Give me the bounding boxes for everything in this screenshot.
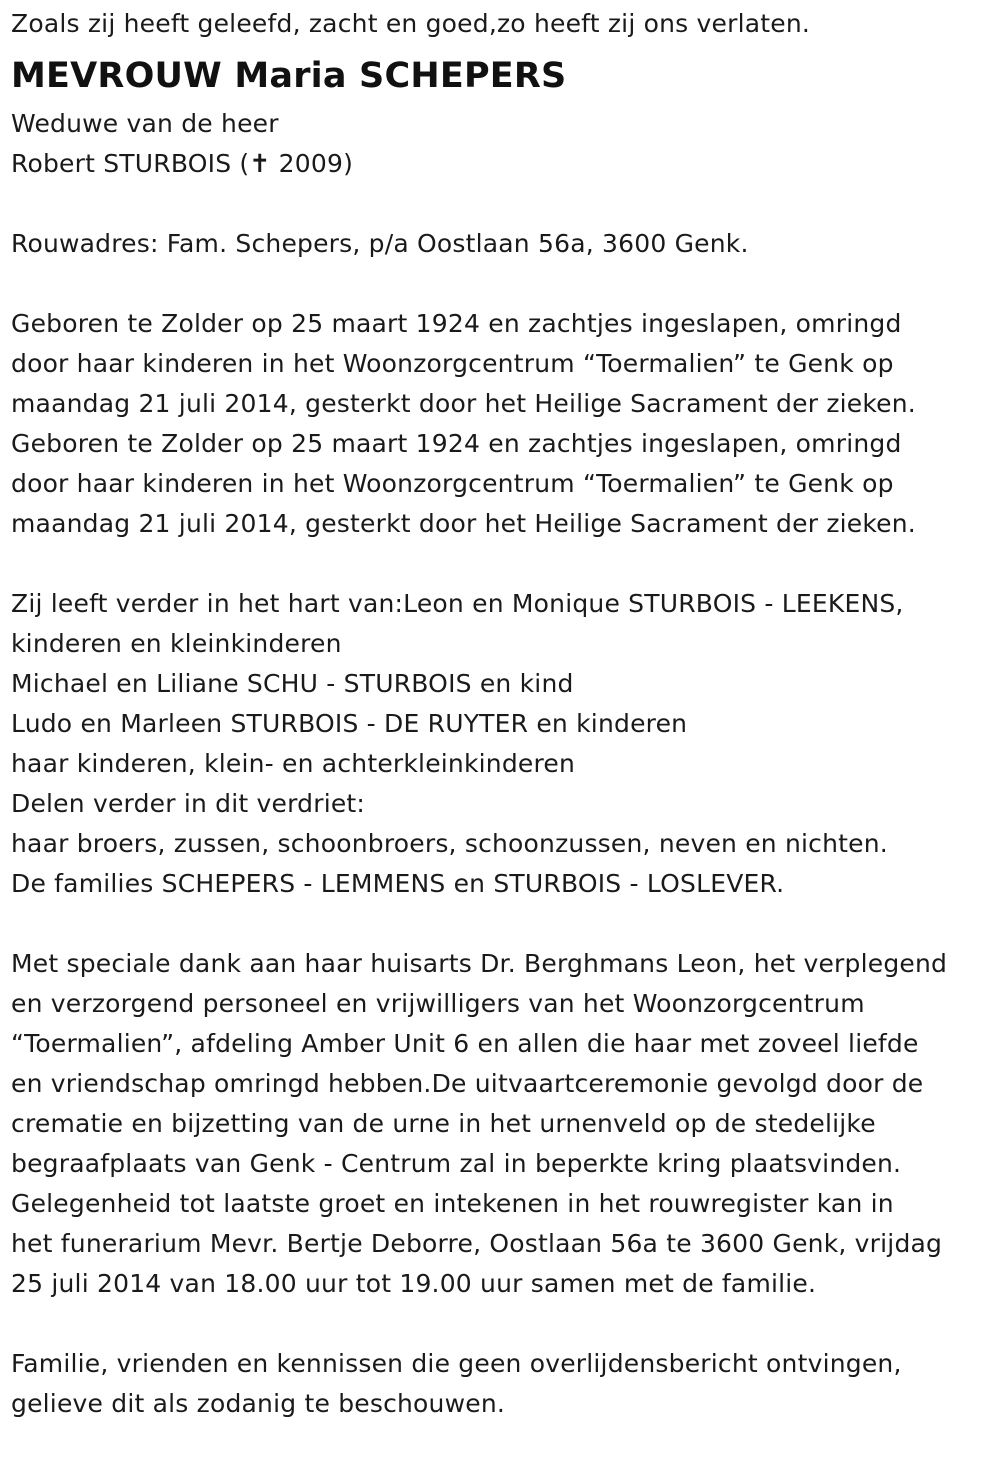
family-line: Zij leeft verder in het hart van:Leon en Monique STURBOIS - LEEKENS, bbox=[11, 589, 904, 618]
family-paragraph bbox=[11, 584, 996, 904]
widow-line: Weduwe van de heer bbox=[11, 109, 279, 138]
thanks-line: Gelegenheid tot laatste groet en intekenen in het rouwregister kan in bbox=[11, 1189, 894, 1218]
thanks-line: het funerarium Mevr. Bertje Deborre, Oostlaan 56a te 3600 Genk, vrijdag bbox=[11, 1229, 943, 1258]
widow-spouse-line: Robert STURBOIS (✝ 2009) bbox=[11, 149, 354, 178]
thanks-line: en vriendschap omringd hebben.De uitvaartceremonie gevolgd door de bbox=[11, 1069, 924, 1098]
motto: Zoals zij heeft geleefd, zacht en goed,zo heeft zij ons verlaten. bbox=[11, 9, 811, 38]
thanks-paragraph bbox=[11, 944, 996, 1304]
thanks-line: crematie en bijzetting van de urne in het urnenveld op de stedelijke bbox=[11, 1109, 876, 1138]
birth-line: Geboren te Zolder op 25 maart 1924 en zachtjes ingeslapen, omringd bbox=[11, 429, 902, 458]
birth-line: maandag 21 juli 2014, gesterkt door het Heilige Sacrament der zieken. bbox=[11, 389, 916, 418]
family-line: Michael en Liliane SCHU - STURBOIS en kind bbox=[11, 669, 574, 698]
birth-paragraph bbox=[11, 304, 996, 544]
closing-line: gelieve dit als zodanig te beschouwen. bbox=[11, 1389, 506, 1418]
birth-line: door haar kinderen in het Woonzorgcentrum “Toermalien” te Genk op bbox=[11, 469, 894, 498]
thanks-line: en verzorgend personeel en vrijwilligers van het Woonzorgcentrum bbox=[11, 989, 865, 1018]
birth-line: Geboren te Zolder op 25 maart 1924 en zachtjes ingeslapen, omringd bbox=[11, 309, 902, 338]
thanks-line: “Toermalien”, afdeling Amber Unit 6 en allen die haar met zoveel liefde bbox=[11, 1029, 919, 1058]
family-line: Delen verder in dit verdriet: bbox=[11, 789, 366, 818]
deceased-name: MEVROUW Maria SCHEPERS bbox=[11, 56, 567, 96]
closing-paragraph bbox=[11, 1344, 996, 1424]
spacer bbox=[11, 904, 996, 944]
family-line: kinderen en kleinkinderen bbox=[11, 629, 342, 658]
family-line: De families SCHEPERS - LEMMENS en STURBOIS - LOSLEVER. bbox=[11, 869, 785, 898]
spacer bbox=[11, 184, 996, 224]
thanks-line: Met speciale dank aan haar huisarts Dr. Berghmans Leon, het verplegend bbox=[11, 949, 948, 978]
spacer bbox=[11, 1304, 996, 1344]
family-line: haar broers, zussen, schoonbroers, schoonzussen, neven en nichten. bbox=[11, 829, 888, 858]
obituary-text bbox=[11, 4, 996, 1424]
family-line: haar kinderen, klein- en achterkleinkinderen bbox=[11, 749, 576, 778]
thanks-line: begraafplaats van Genk - Centrum zal in beperkte kring plaatsvinden. bbox=[11, 1149, 902, 1178]
birth-line: door haar kinderen in het Woonzorgcentrum “Toermalien” te Genk op bbox=[11, 349, 894, 378]
birth-line: maandag 21 juli 2014, gesterkt door het Heilige Sacrament der zieken. bbox=[11, 509, 916, 538]
thanks-line: 25 juli 2014 van 18.00 uur tot 19.00 uur samen met de familie. bbox=[11, 1269, 817, 1298]
mourning-address: Rouwadres: Fam. Schepers, p/a Oostlaan 56a, 3600 Genk. bbox=[11, 229, 749, 258]
spacer bbox=[11, 264, 996, 304]
spacer bbox=[11, 544, 996, 584]
closing-line: Familie, vrienden en kennissen die geen overlijdensbericht ontvingen, bbox=[11, 1349, 902, 1378]
family-line: Ludo en Marleen STURBOIS - DE RUYTER en kinderen bbox=[11, 709, 688, 738]
